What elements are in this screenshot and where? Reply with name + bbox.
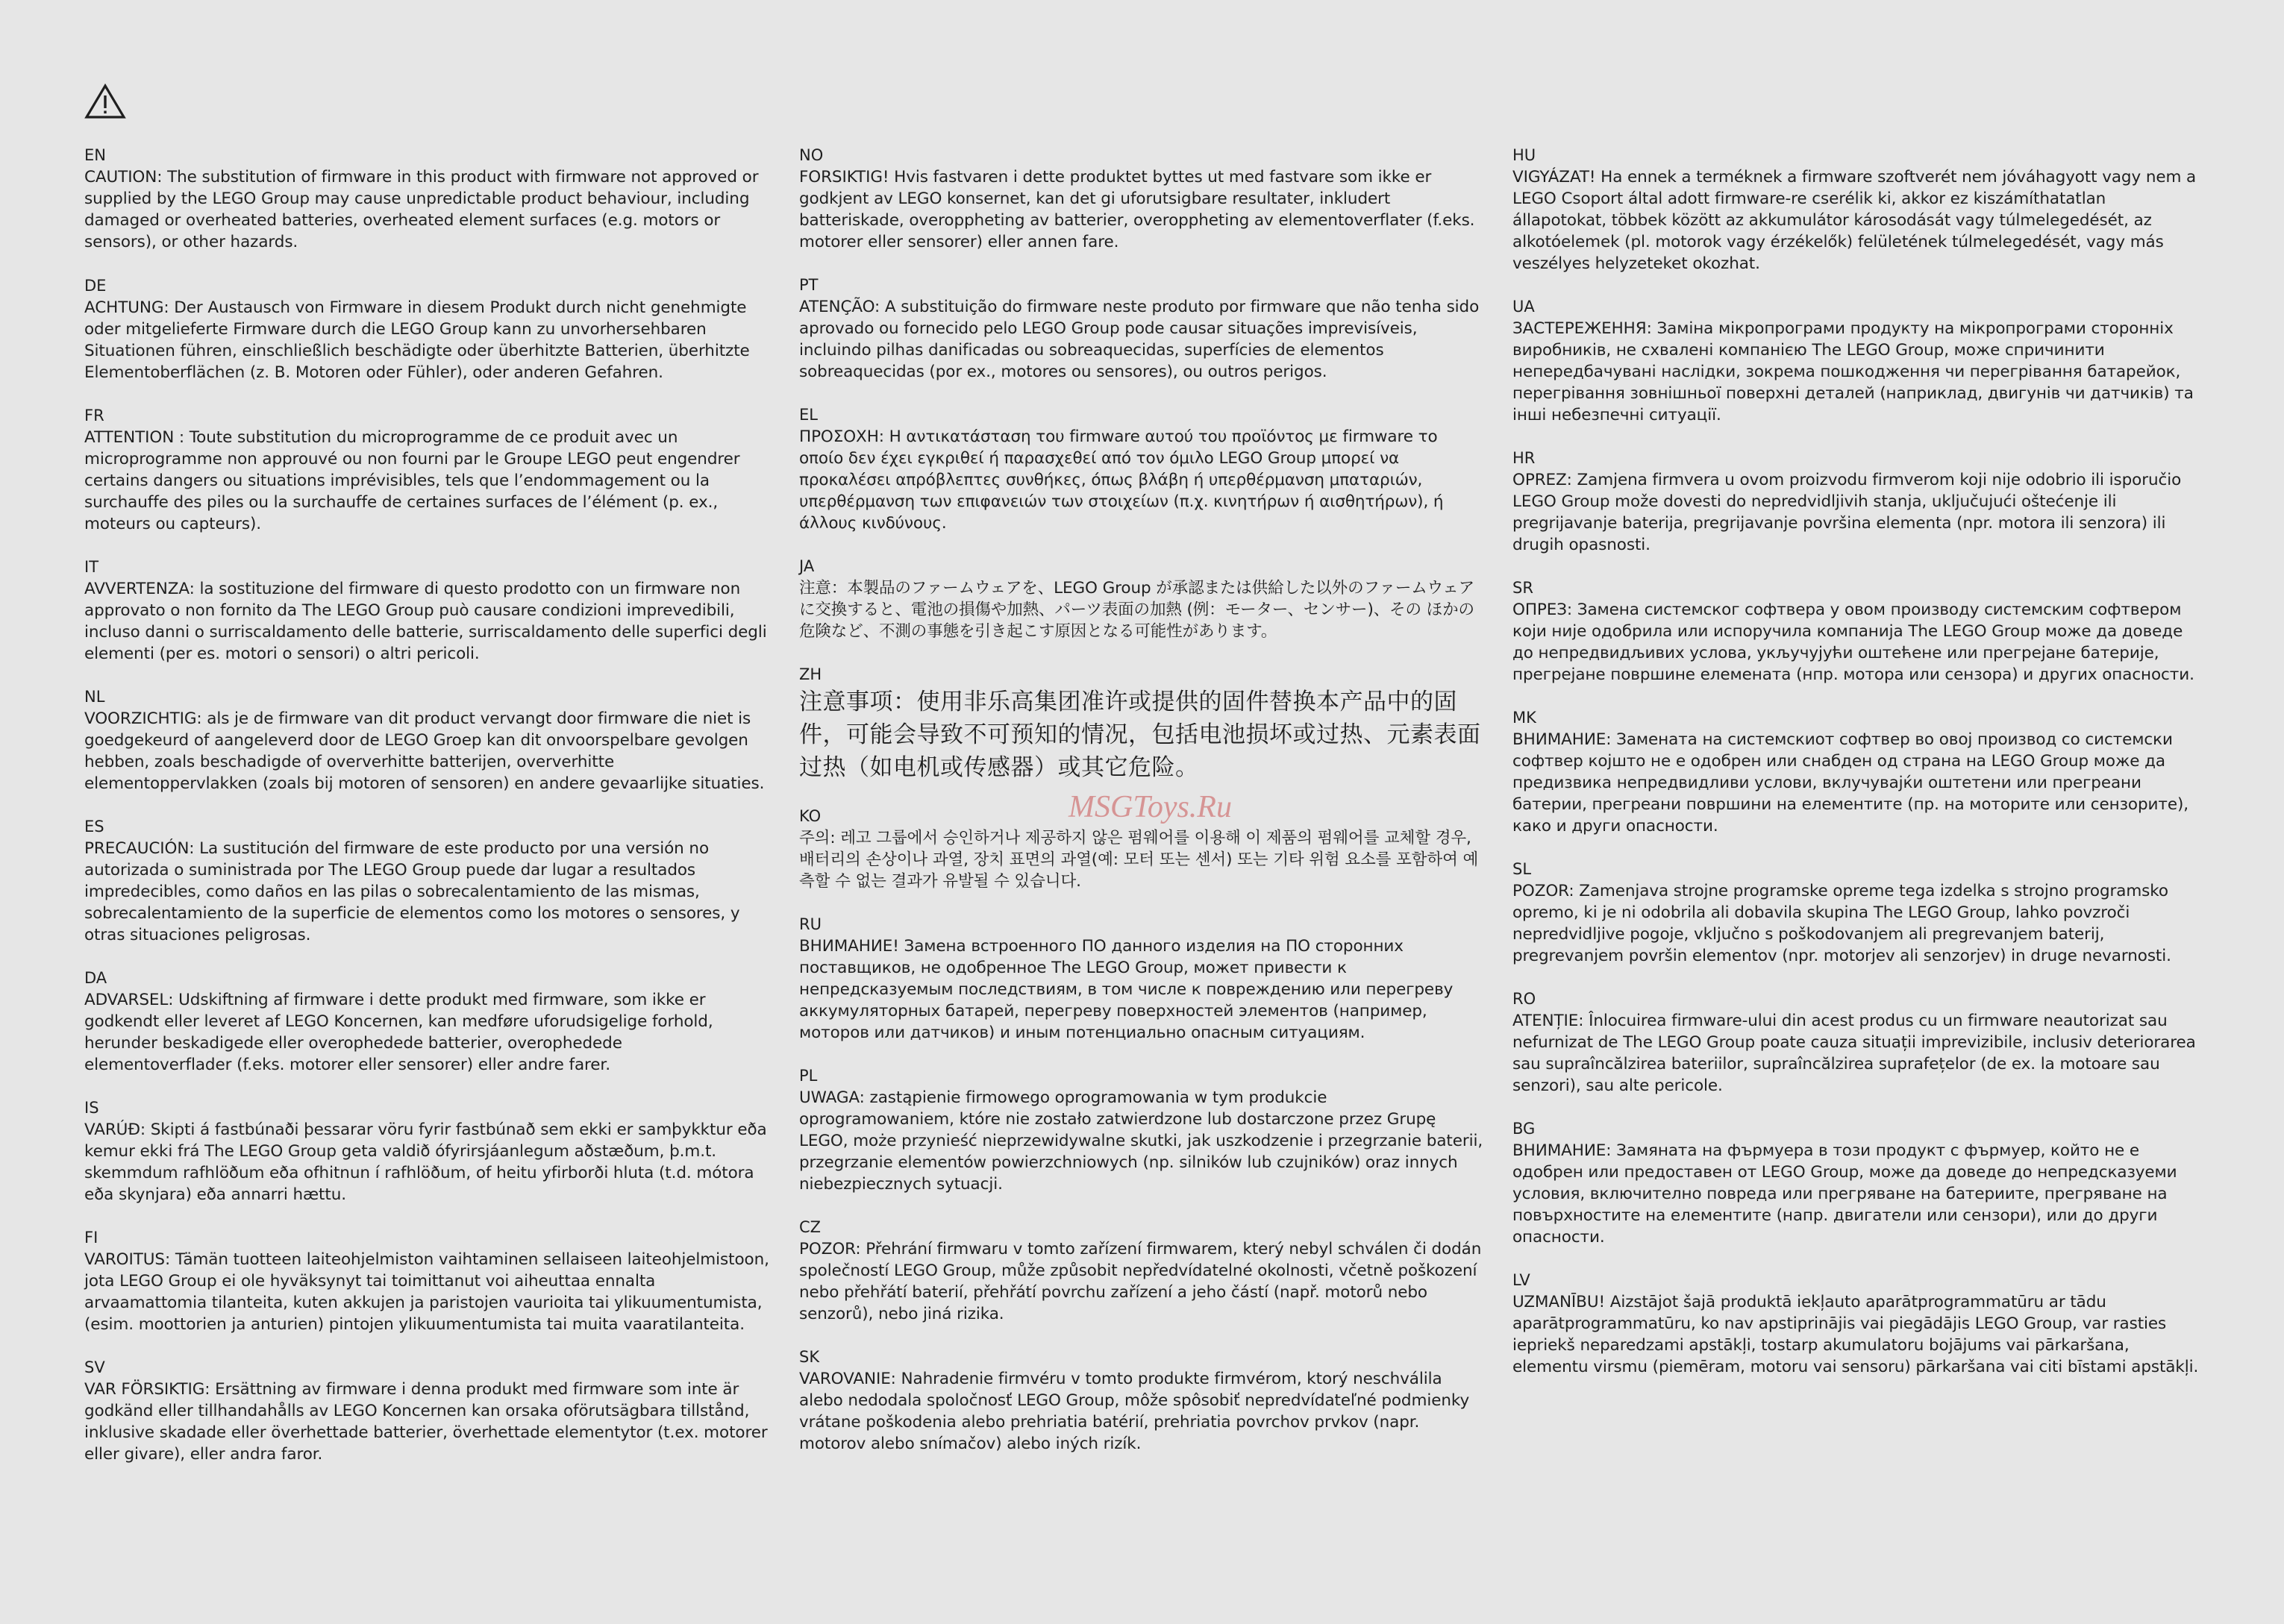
- warning-block-fi: [84, 1227, 771, 1335]
- language-code: JA: [799, 557, 815, 575]
- warning-text: FORSIKTIG! Hvis fastvaren i dette produktet byttes ut med fastvare som ikke er godkjent av LEGO konsernet, kan det gi uforutsigbare resultater, inkludert batteriskade, overoppheting av batterier, overoppheting av elementoverflater (f.eks. motorer eller sensorer) eller annen fare.: [799, 168, 1475, 251]
- language-code: IS: [84, 1099, 99, 1117]
- warning-text: VOORZICHTIG: als je de firmware van dit product vervangt door firmware die niet is goedgekeurd of aangeleverd door de LEGO Groep kan dit onvoorspelbare gevolgen hebben, zoals beschadigde of oververhitte batterijen, oververhitte elementoppervlakken (zoals bij motoren of sensoren) en andere gevaarlijke situaties.: [84, 709, 765, 793]
- warning-text: ATTENTION : Toute substitution du microprogramme de ce produit avec un microprogramme non approuvé ou non fourni par le Groupe LEGO peut engendrer certains dangers ou situations imprévisibles, tels que l’endommagement ou la surchauffe des piles ou la surchauffe de certaines surfaces de l’élément (p. ex., moteurs ou capteurs).: [84, 428, 740, 533]
- warning-text: ATENÇÃO: A substituição do firmware neste produto por firmware que não tenha sido aprovado ou fornecido pelo LEGO Group pode causar situações imprevisíveis, incluindo pilhas danificadas ou sobreaquecidas, superfícies de elementos sobreaquecidas (por ex., motores ou sensores), ou outros perigos.: [799, 298, 1480, 381]
- warning-text: ВНИМАНИЕ! Замена встроенного ПО данного изделия на ПО сторонних поставщиков, не одобренное The LEGO Group, может привести к непредсказуемым последствиям, в том числе к повреждению или перегреву аккумуляторных батарей, перегреву поверхностей элементов (например, моторов или датчиков) и иным потенциально опасным ситуациям.: [799, 937, 1454, 1042]
- warning-text: ATENȚIE: Înlocuirea firmware-ului din acest produs cu un firmware neautorizat sau nefurnizat de The LEGO Group poate cauza situații imprevizibile, inclusiv deteriorarea sau supraîncălzirea bateriilor, supraîncălzirea suprafețelor (de ex. la motoare sau senzori), sau alte pericole.: [1512, 1012, 2196, 1095]
- warning-block-fr: [84, 405, 771, 535]
- warning-text: ВНИМАНИЕ: Замяната на фърмуера в този продукт с фърмуер, който не е одобрен или предоставен от LEGO Group, може да доведе до непредсказуеми условия, включително повреда или прегряване на батериите, прегряване на повърхностите на елементите (напр. двигатели или сензори), или до други опасности.: [1512, 1141, 2177, 1247]
- warning-text: VAROVANIE: Nahradenie firmvéru v tomto produkte firmvérom, ktorý neschválila alebo nedodala spoločnosť LEGO Group, môže spôsobiť nepredvídateľné podmienky vrátane poškodenia alebo prehriatia batérií, prehriatia povrchov prvkov (napr. motorov alebo snímačov) alebo iných rizík.: [799, 1370, 1470, 1453]
- language-code: SR: [1512, 579, 1533, 597]
- warning-block-nl: [84, 686, 771, 794]
- warning-block-it: [84, 557, 771, 665]
- language-code: CZ: [799, 1218, 822, 1236]
- warning-text: CAUTION: The substitution of firmware in this product with firmware not approved or supplied by the LEGO Group may cause unpredictable product behaviour, including damaged or overheated batteries, overheated element surfaces (e.g. motors or sensors), or other hazards.: [84, 168, 759, 251]
- warning-text: ОПРЕЗ: Замена системског софтвера у овом производу системским софтвером који није одобрила или испоручила компанија The LEGO Group може да доведе до непредвидљивих услова, укључујући оштећене или прегрејане батерије, прегрејане површине елемената (нпр. мотора или сензора) и других опасности.: [1512, 601, 2194, 684]
- warning-block-sl: [1512, 859, 2203, 967]
- warning-block-ja: [799, 556, 1486, 642]
- language-code: ZH: [799, 665, 822, 683]
- warning-block-sv: [84, 1357, 771, 1465]
- language-code: HU: [1512, 146, 1536, 164]
- warning-block-is: [84, 1097, 771, 1206]
- language-code: EN: [84, 146, 106, 164]
- watermark: MSGToys.Ru: [1069, 790, 1232, 824]
- warning-block-sk: [799, 1346, 1486, 1455]
- language-code: DE: [84, 277, 107, 295]
- warning-block-es: [84, 816, 771, 946]
- warning-column-1: [84, 145, 771, 1487]
- warning-block-bg: [1512, 1118, 2203, 1248]
- language-code: BG: [1512, 1120, 1536, 1138]
- warning-text: 注意：本製品のファームウェアを、LEGO Group が承認または供給した以外のファームウェアに交換すると、電池の損傷や加熱、パーツ表面の加熱 (例：モーター、センサー)、その ほかの危険など、不測の事態を引き起こす原因となる可能性があります。: [799, 579, 1474, 641]
- warning-block-zh: [799, 664, 1486, 784]
- warning-text: POZOR: Zamenjava strojne programske opreme tega izdelka s strojno programsko opremo, ki je ni odobrila ali dobavila skupina The LEGO Group, lahko povzroči nepredvidljive pogoje, vključno s poškodovanjem ali pregrevanjem baterij, pregrevanjem površin elementov (npr. motorjev ali senzorjev) in druge nevarnosti.: [1512, 882, 2171, 965]
- language-code: DA: [84, 969, 107, 987]
- warning-text: PRECAUCIÓN: La sustitución del firmware de este producto por una versión no autorizada o suministrada por The LEGO Group puede dar lugar a resultados impredecibles, como daños en las pilas o sobrecalentamiento de las mismas, sobrecalentamiento de la superficie de elementos como los motores o sensores, y otras situaciones peligrosas.: [84, 839, 740, 944]
- warning-block-en: [84, 145, 771, 253]
- warning-text: 주의: 레고 그룹에서 승인하거나 제공하지 않은 펌웨어를 이용해 이 제품의 펌웨어를 교체할 경우, 배터리의 손상이나 과열, 장치 표면의 과열(예: 모터 또는 센서) 또는 기타 위험 요소를 포함하여 예측할 수 없는 결과가 유발될 수 있습니다.: [799, 829, 1479, 891]
- warning-text: OPREZ: Zamjena firmvera u ovom proizvodu firmverom koji nije odobrio ili isporučio LEGO Group može dovesti do nepredvidljivih stanja, uključujući oštećenje ili pregrijavanje baterija, pregrijavanje površina elementa (npr. motora ili senzora) ili drugih opasnosti.: [1512, 471, 2182, 554]
- warning-text: ACHTUNG: Der Austausch von Firmware in diesem Produkt durch nicht genehmigte oder mitgelieferte Firmware durch die LEGO Group kann zu unvorhersehbaren Situationen führen, einschließlich beschädigte oder überhitzte Batterien, überhitzte Elementoberflächen (z. B. Motoren oder Fühler), oder anderen Gefahren.: [84, 298, 750, 382]
- warning-text: UWAGA: zastąpienie firmowego oprogramowania w tym produkcie oprogramowaniem, które nie zostało zatwierdzone lub dostarczone przez Grupę LEGO, może przynieść nieprzewidywalne skutki, jak uszkodzenie i przegrzanie baterii, przegrzanie elementów powierzchniowych (np. silników lub czujników) oraz innych niebezpiecznych sytuacji.: [799, 1088, 1483, 1194]
- warning-block-pt: [799, 275, 1486, 383]
- language-code: NL: [84, 688, 105, 706]
- language-code: NO: [799, 146, 824, 164]
- warning-text: VAROITUS: Tämän tuotteen laiteohjelmiston vaihtaminen sellaiseen laiteohjelmistoon, jota LEGO Group ei ole hyväksynyt tai toimittanut voi aiheuttaa ennalta arvaamattomia tilanteita, kuten akkujen ja paristojen vaurioita tai ylikuumentumista, (esim. moottorien ja anturien) pintojen ylikuumentumista tai muita vaaratilanteita.: [84, 1250, 769, 1334]
- language-code: FI: [84, 1229, 98, 1247]
- language-code: PL: [799, 1067, 818, 1085]
- language-code: IT: [84, 558, 99, 576]
- warning-block-no: [799, 145, 1486, 253]
- warning-column-3: [1512, 145, 2203, 1399]
- language-code: LV: [1512, 1271, 1530, 1289]
- warning-block-el: [799, 404, 1486, 534]
- warning-text: VAR FÖRSIKTIG: Ersättning av firmware i denna produkt med firmware som inte är godkänd eller tillhandahålls av LEGO Koncernen kan orsaka oförutsägbara tillstånd, inklusive skadade eller överhettade batterier, överhettade elementytor (t.ex. motorer eller givare), eller andra faror.: [84, 1380, 768, 1464]
- warning-text: ВНИМАНИЕ: Замената на системскиот софтвер во овој производ со системски софтвер којшто не е одобрен или снабден од страна на LEGO Group може да предизвика непредвидливи услови, вклучувајќи оштетени или прегреани батерии, прегреани површини на елементите (пр. на моторите или сензорите), како и други опасности.: [1512, 730, 2188, 835]
- language-code: SV: [84, 1358, 105, 1376]
- language-code: EL: [799, 406, 818, 424]
- language-code: MK: [1512, 709, 1536, 727]
- warning-text: UZMANĪBU! Aizstājot šajā produktā iekļauto aparātprogrammatūru ar tādu aparātprogrammatūru, ko nav apstiprinājis vai piegādājis LEGO Group, var rasties iepriekš neparedzami apstākļi, tostarp akumulatoru bojājums vai pārkaršana, elementu virsmu (piemēram, motoru vai sensoru) pārkaršana vai citi bīstami apstākļi.: [1512, 1293, 2199, 1376]
- language-code: KO: [799, 807, 822, 825]
- warning-block-hr: [1512, 448, 2203, 556]
- warning-block-sr: [1512, 577, 2203, 686]
- warning-triangle-icon: [84, 84, 126, 119]
- language-code: RO: [1512, 990, 1536, 1008]
- warning-block-de: [84, 275, 771, 383]
- language-code: RU: [799, 915, 822, 933]
- language-code: FR: [84, 407, 104, 424]
- warning-text: ЗАСТЕРЕЖЕННЯ: Заміна мікропрограми продукту на мікропрограми сторонніх виробників, не схвалені компанією The LEGO Group, може спричинити непередбачувані наслідки, зокрема пошкодження чи перегрівання батарейок, перегрівання зовнішньої поверхні деталей (наприклад, двигунів чи датчиків) та інші небезпечні ситуації.: [1512, 319, 2194, 424]
- language-code: ES: [84, 818, 104, 835]
- warning-text: VARÚÐ: Skipti á fastbúnaði þessarar vöru fyrir fastbúnað sem ekki er samþykktur eða kemur ekki frá The LEGO Group geta valdið ófyrirsjáanlegum aðstæðum, þ.m.t. skemmdum rafhlöðum eða ofhitnun í rafhlöðum, of heitu yfirborði hluta (t.d. mótora eða skynjara) eða annarri hættu.: [84, 1120, 767, 1204]
- language-code: UA: [1512, 298, 1535, 316]
- language-code: PT: [799, 276, 819, 294]
- warning-block-mk: [1512, 707, 2203, 837]
- warning-text: AVVERTENZA: la sostituzione del firmware di questo prodotto con un firmware non approvato o non fornito da The LEGO Group può causare condizioni imprevedibili, incluso danni o surriscaldamento delle batterie, surriscaldamento delle superfici degli elementi (per es. motori o sensori) o altri pericoli.: [84, 580, 767, 663]
- warning-text: ΠΡΟΣΟΧΗ: Η αντικατάσταση του firmware αυτού του προϊόντος με firmware το οποίο δεν έχει εγκριθεί ή παρασχεθεί από τον όμιλο LEGO Group μπορεί να προκαλέσει απρόβλεπτες συνθήκες, όπως βλάβη ή υπερθέρμανση μπαταριών, υπερθέρμανση των επιφανειών των στοιχείων (π.χ. κινητήρων ή αισθητήρων), ή άλλους κινδύνους.: [799, 427, 1444, 533]
- warning-text: VIGYÁZAT! Ha ennek a terméknek a firmware szoftverét nem jóváhagyott vagy nem a LEGO Csoport által adott firmware-re cserélik ki, akkor ez kiszámíthatatlan állapotokat, többek között az akkumulátor károsodását vagy túlmelegedését, az alkotóelemek (pl. motorok vagy érzékelők) felületének túlmelegedését, vagy más veszélyes helyzeteket okozhat.: [1512, 168, 2197, 273]
- warning-block-da: [84, 968, 771, 1076]
- warning-text: 注意事项：使用非乐高集团准许或提供的固件替换本产品中的固件，可能会导致不可预知的情况，包括电池损坏或过热、元素表面过热（如电机或传感器）或其它危险。: [799, 689, 1481, 781]
- warning-block-hu: [1512, 145, 2203, 275]
- warning-block-cz: [799, 1217, 1486, 1325]
- warning-block-lv: [1512, 1270, 2203, 1378]
- warning-block-pl: [799, 1065, 1486, 1195]
- language-code: HR: [1512, 449, 1536, 467]
- warning-block-ru: [799, 914, 1486, 1044]
- warning-block-ua: [1512, 296, 2203, 426]
- warning-text: ADVARSEL: Udskiftning af firmware i dette produkt med firmware, som ikke er godkendt eller leveret af LEGO Koncernen, kan medføre uforudsigelige forhold, herunder beskadigede eller overophedede batterier, overophedede elementoverflader (f.eks. motorer eller sensorer) eller andre farer.: [84, 991, 713, 1074]
- language-code: SK: [799, 1348, 820, 1366]
- warning-block-ro: [1512, 988, 2203, 1097]
- language-code: SL: [1512, 860, 1532, 878]
- warning-text: POZOR: Přehrání firmwaru v tomto zařízení firmwarem, který nebyl schválen či dodán společností LEGO Group, může způsobit nepředvídatelné okolnosti, včetně poškození nebo přehřátí baterií, přehřátí povrchu zařízení a jeho částí (např. motorů nebo senzorů), nebo jiná rizika.: [799, 1240, 1482, 1323]
